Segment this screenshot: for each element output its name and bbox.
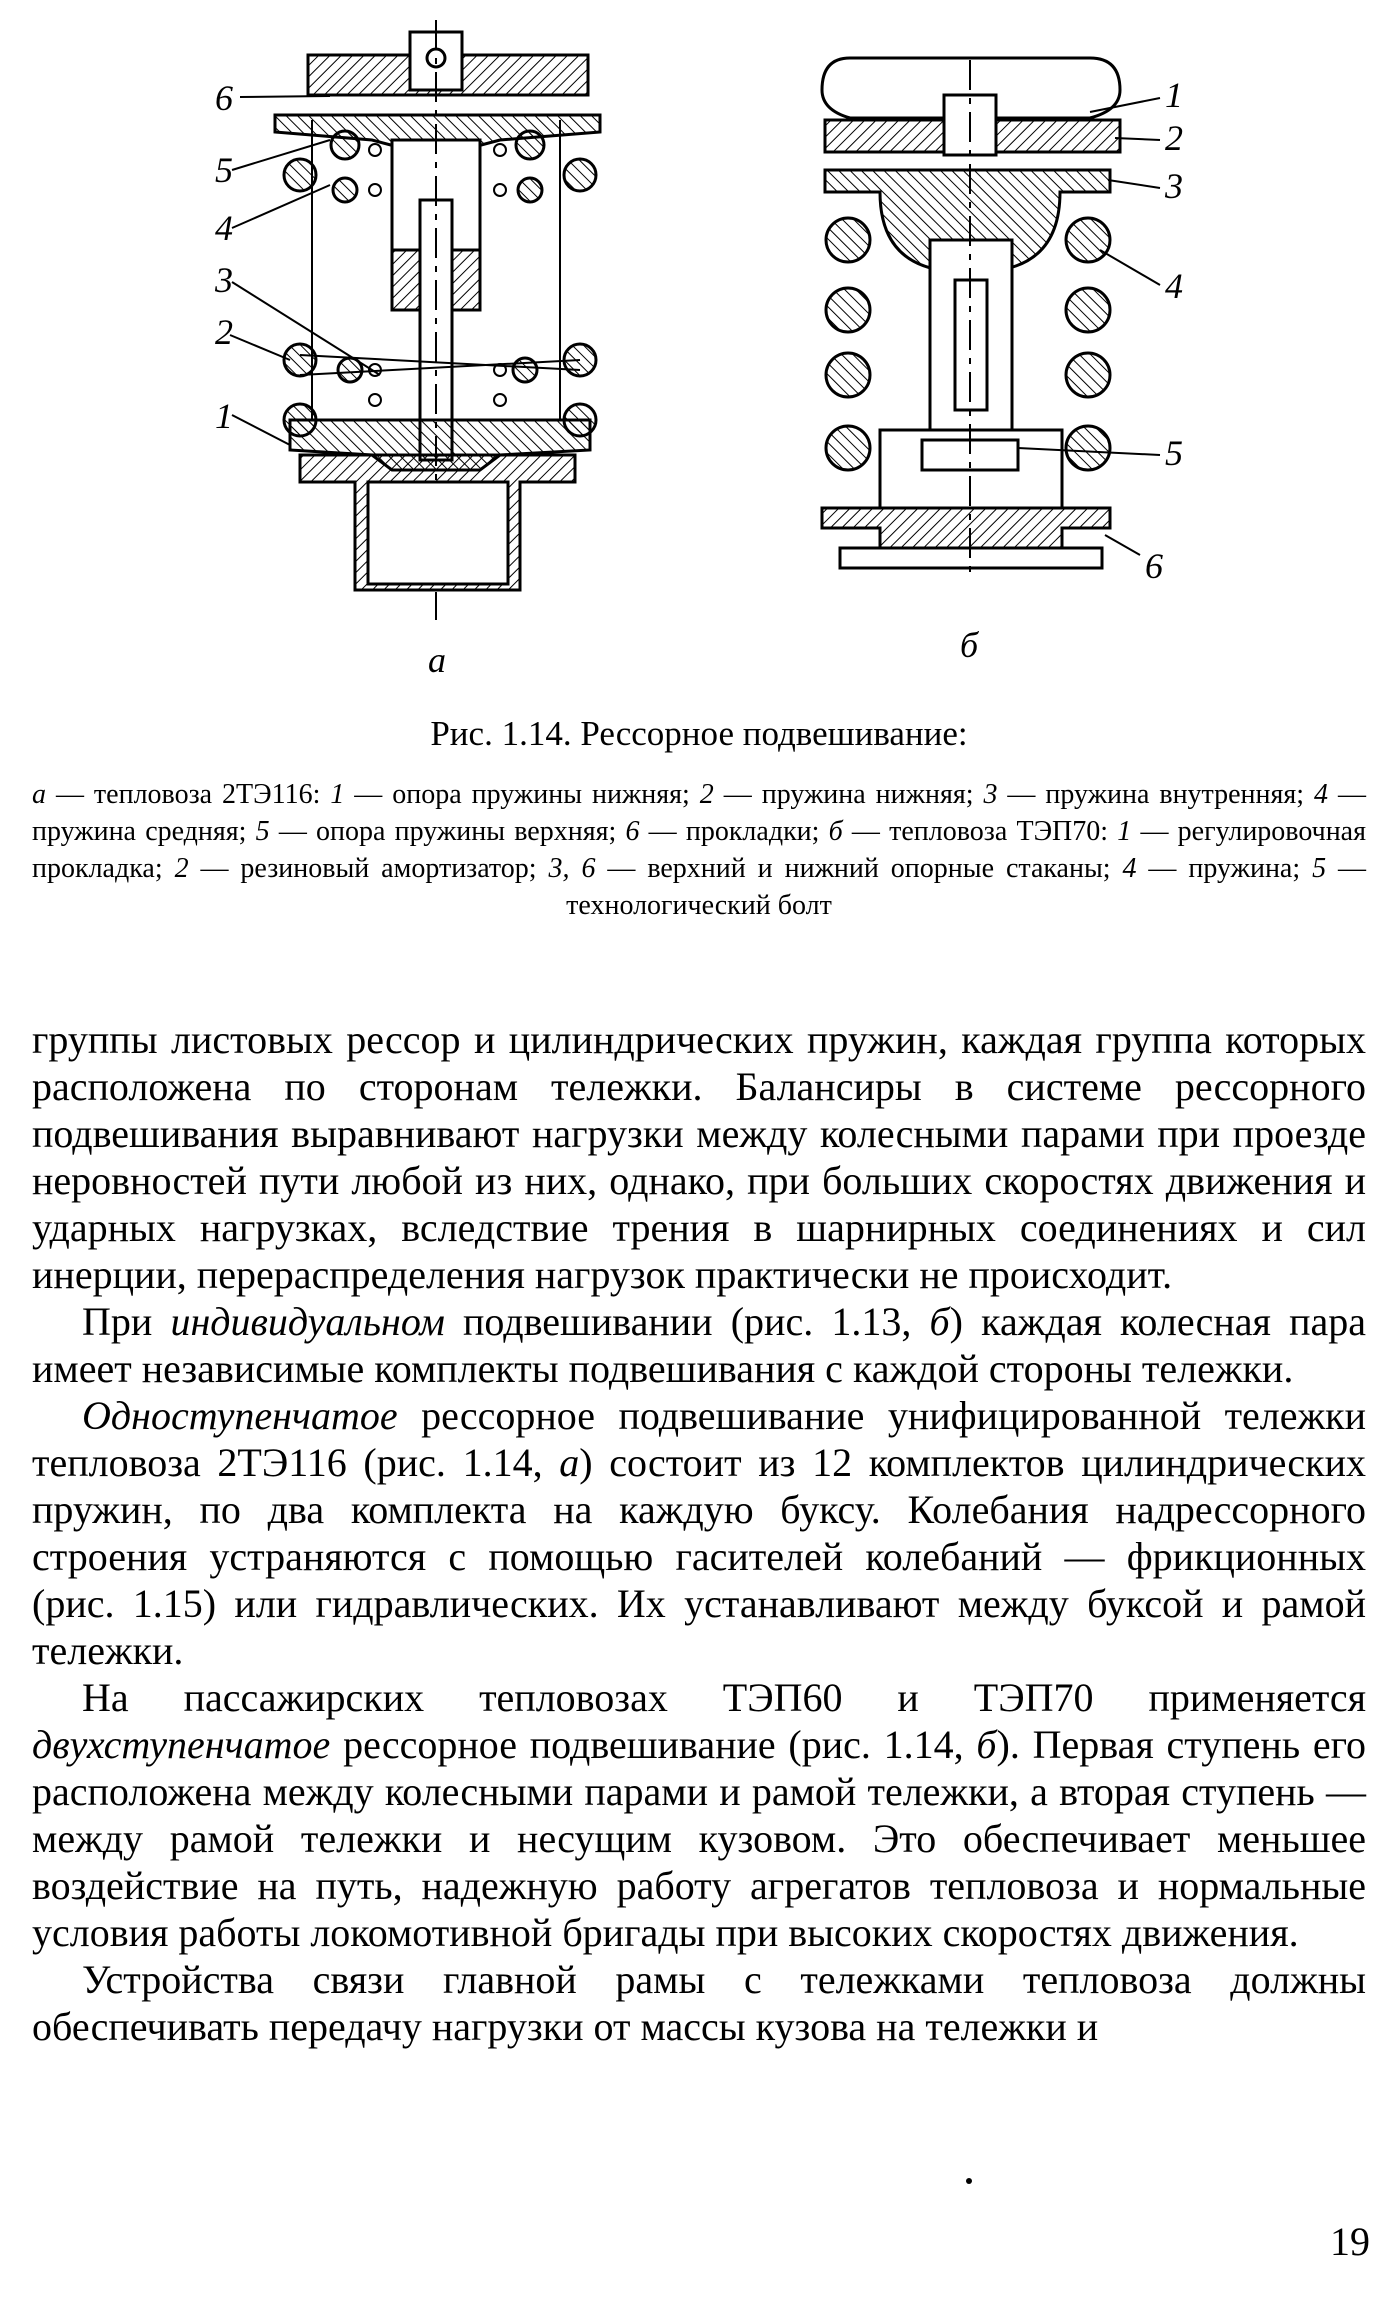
body-text: [32, 1016, 1366, 2050]
label-b-2: 2: [1165, 118, 1183, 158]
text-run: — тепловоза ТЭП70:: [842, 816, 1118, 847]
italic-run: 1: [1117, 816, 1132, 847]
text-run: рессорное подвешивание унифицированной тележки тепловоза 2ТЭ116 (рис. 1.14,: [32, 1393, 1366, 1485]
paragraph: [32, 1674, 1366, 1956]
text-run: — пружина внутренняя;: [997, 779, 1315, 810]
drawing-b: [822, 58, 1160, 580]
label-a-2: 2: [215, 312, 233, 352]
page-number: 19: [1330, 2219, 1370, 2264]
label-a-4: 4: [215, 208, 233, 248]
label-a-3: 3: [215, 260, 233, 300]
italic-run: Одноступенчатое: [82, 1393, 398, 1438]
italic-run: б: [929, 1299, 950, 1344]
text-run: — пружина нижняя;: [713, 779, 984, 810]
italic-run: 5: [1312, 853, 1327, 884]
paragraph: [32, 1298, 1366, 1392]
text-run: — технологический болт: [566, 853, 1367, 921]
figure-caption-title: Рис. 1.14. Рессорное подвешивание:: [430, 714, 968, 753]
italic-run: б: [976, 1722, 997, 1767]
italic-run: 2: [174, 853, 189, 884]
text-run: — опора пружины нижняя;: [344, 779, 700, 810]
text-run: — пружина;: [1136, 853, 1313, 884]
text-run: — опора пружины верхняя;: [269, 816, 626, 847]
paragraph: [32, 1392, 1366, 1674]
text-run: ) каждая колесная пара имеет независимые комплекты подвешивания с каждой стороны тележки.: [32, 1299, 1366, 1391]
text-run: ) состоит из 12 комплектов цилиндрических пружин, по два комплекта на каждую буксу. Колебания надрессорного строения устраняются с помощью гасителей колебаний — фрикционных (рис. 1.15) или гидравлических. Их устанавливают между буксой и рамой тележки.: [32, 1440, 1367, 1673]
italic-run: двухступенчатое: [32, 1722, 331, 1767]
text-run: При: [82, 1299, 171, 1344]
text-run: ). Первая ступень его расположена между колесными парами и рамой тележки, а вторая ступень — между рамой тележки и несущим кузовом. Это обеспечивает меньшее воздействие на путь, надежную работу агрегатов тепловоза и нормальные условия работы локомотивной бригады при высоких скоростях движения.: [32, 1722, 1366, 1955]
label-a-5: 5: [215, 150, 233, 190]
label-b-5: 5: [1165, 433, 1183, 473]
text-run: — резиновый амортизатор;: [188, 853, 549, 884]
figure-spring-suspension: [0, 0, 1398, 700]
text-run: Устройства связи главной рамы с тележками тепловоза должны обеспечивать передачу нагрузки от массы кузова на тележки и: [32, 1957, 1366, 2049]
italic-run: 6: [625, 816, 640, 847]
text-run: — верхний и нижний опорные стаканы;: [595, 853, 1123, 884]
label-b-6: 6: [1145, 546, 1163, 586]
label-a-1: 1: [215, 396, 233, 436]
italic-run: б: [828, 816, 843, 847]
text-run: — регулировочная прокладка;: [32, 816, 1366, 884]
italic-run: а: [32, 779, 46, 810]
text-run: На пассажирских тепловозах ТЭП60 и ТЭП70 применяется: [82, 1675, 1366, 1720]
label-a-6: 6: [215, 78, 233, 118]
figure-legend: [32, 776, 1366, 924]
sublabel-a: а: [428, 640, 446, 680]
text-run: — пружина средняя;: [32, 779, 1367, 847]
label-b-3: 3: [1165, 166, 1183, 206]
text-run: подвешивании (рис. 1.13,: [444, 1299, 930, 1344]
italic-run: 2: [699, 779, 714, 810]
italic-run: 1: [330, 779, 345, 810]
italic-run: 3: [983, 779, 998, 810]
italic-run: 4: [1122, 853, 1137, 884]
italic-run: 4: [1314, 779, 1329, 810]
text-run: группы листовых рессор и цилиндрических пружин, каждая группа которых расположена по сторонам тележки. Балансиры в системе рессорного подвешивания выравнивают нагрузки между колесными парами при проезде неровностей пути любой из них, однако, при больших скоростях движения и ударных нагрузках, вследствие трения в шарнирных соединениях и сил инерции, перераспределения нагрузок практически не происходит.: [32, 1017, 1366, 1297]
italic-run: 3, 6: [548, 853, 596, 884]
italic-run: 5: [255, 816, 270, 847]
scan-speck: [966, 2178, 972, 2184]
paragraph: [32, 1016, 1366, 1298]
text-run: — прокладки;: [639, 816, 829, 847]
label-b-4: 4: [1165, 266, 1183, 306]
italic-run: а: [559, 1440, 580, 1485]
drawing-a: [230, 20, 600, 620]
italic-run: индивидуальном: [170, 1299, 445, 1344]
text-run: — тепловоза 2ТЭ116:: [46, 779, 331, 810]
paragraph: [32, 1956, 1366, 2050]
sublabel-b: б: [960, 625, 979, 665]
text-run: рессорное подвешивание (рис. 1.14,: [330, 1722, 977, 1767]
label-b-1: 1: [1165, 75, 1183, 115]
